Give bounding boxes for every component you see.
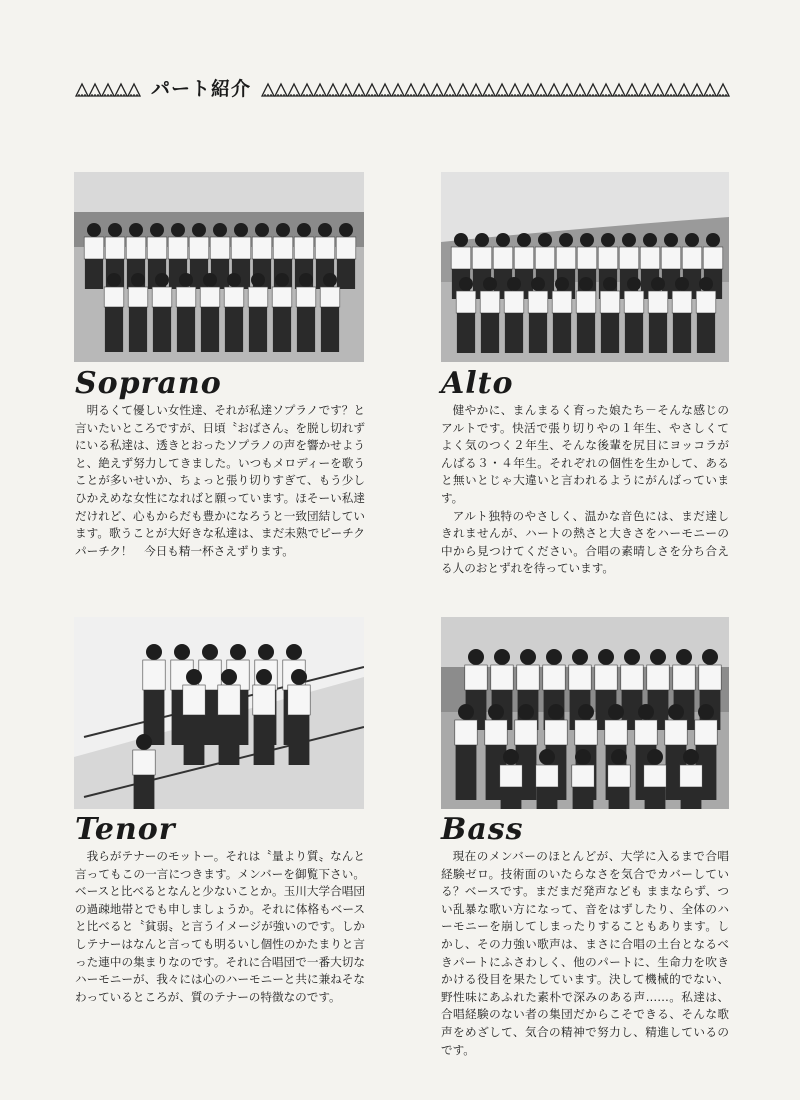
section-header (75, 72, 743, 102)
part-title-soprano: Soprano (75, 366, 222, 401)
page-title: パート紹介 (151, 77, 252, 100)
bass-group-photo (441, 617, 729, 809)
part-description-alto (441, 402, 729, 578)
part-description-bass (441, 848, 729, 1059)
paragraph: 健やかに、まんまるく育った娘たち－そんな感じのアルトです。快活で張り切りやの１年生、やさしくてよく気のつく２年生、そんな後輩を尻目にヨッコラがんばる３・４年生。それぞれの個性を生かして、あると無いとじゃ大違いと言われるようにがんばっています。 (441, 403, 729, 505)
alto-group-photo (441, 172, 729, 362)
paragraph: 明るくて優しい女性達、それが私達ソプラノです？と言いたいところですが、日頃〝おばさん〟を脱し切れずにいる私達は、透きとおったソプラノの声を響かせようと、絶えず努力してきました。いつもメロディーを歌うことが多いせいか、ちょっと張り切りすぎて、もう少しひかえめな女性になればと願っています。ほそーい私達だけれど、心もからだも豊かになろうと一致団結しています。歌うことが大好きな私達は、まだ未熟でピーチクパーチク！ 今日も精一杯さえずります。 (75, 403, 365, 558)
part-title-alto: Alto (441, 366, 514, 401)
tenor-group-photo (74, 617, 364, 809)
decorative-border-right (261, 76, 743, 98)
part-title-tenor: Tenor (75, 812, 176, 847)
triangle-pattern-icon (75, 78, 141, 98)
triangle-pattern-icon (261, 78, 731, 98)
paragraph: 我らがテナーのモットー。それは〝量より質〟なんと言ってもこの一言につきます。メンバーを御覧下さい。ベースと比べるとなんと少ないことか。玉川大学合唱団の過疎地帯とでも申しましょうか。それに体格もベースと比べると〝貧弱〟と言うイメージが強いのです。しかしテナーはなんと言っても明るいし個性のかたまりと言った連中の集まりなのです。それに合唱団で一番大切なハーモニーが、我々には心のハーモニーと共に兼ねそなわっているところが、質のテナーの特徴なのです。 (75, 849, 365, 1004)
part-description-tenor (75, 848, 365, 1006)
part-description-soprano (75, 402, 365, 560)
part-title-bass: Bass (441, 812, 524, 847)
soprano-group-photo (74, 172, 364, 362)
paragraph: 現在のメンバーのほとんどが、大学に入るまで合唱経験ゼロ。技術面のいたらなさを気合でカバーしている？ベースです。まだまだ発声なども ままならず、つい乱暴な歌い方になって、音をはずしたり、全体のハーモニーを崩してしまったりすることもあります。しかし、その力強い歌声は、まさに合唱の土台となるべきパートにふさわしく、他のパートに、生命力を吹きかける役目を果たしています。決して機械的でない、野性味にあふれた素朴で深みのある声……。私達は、合唱経験のない者の集団だからこそできる、そんな歌声をめざして、気合の精神で努力し、精進しているのです。 (441, 849, 729, 1057)
paragraph: アルト独特のやさしく、温かな音色には、まだ達しきれませんが、ハートの熱さと大きさをハーモニーの中から見つけてください。合唱の素晴しさを分ち合える人のおとずれを待っています。 (441, 508, 729, 576)
decorative-border-left (75, 76, 141, 98)
